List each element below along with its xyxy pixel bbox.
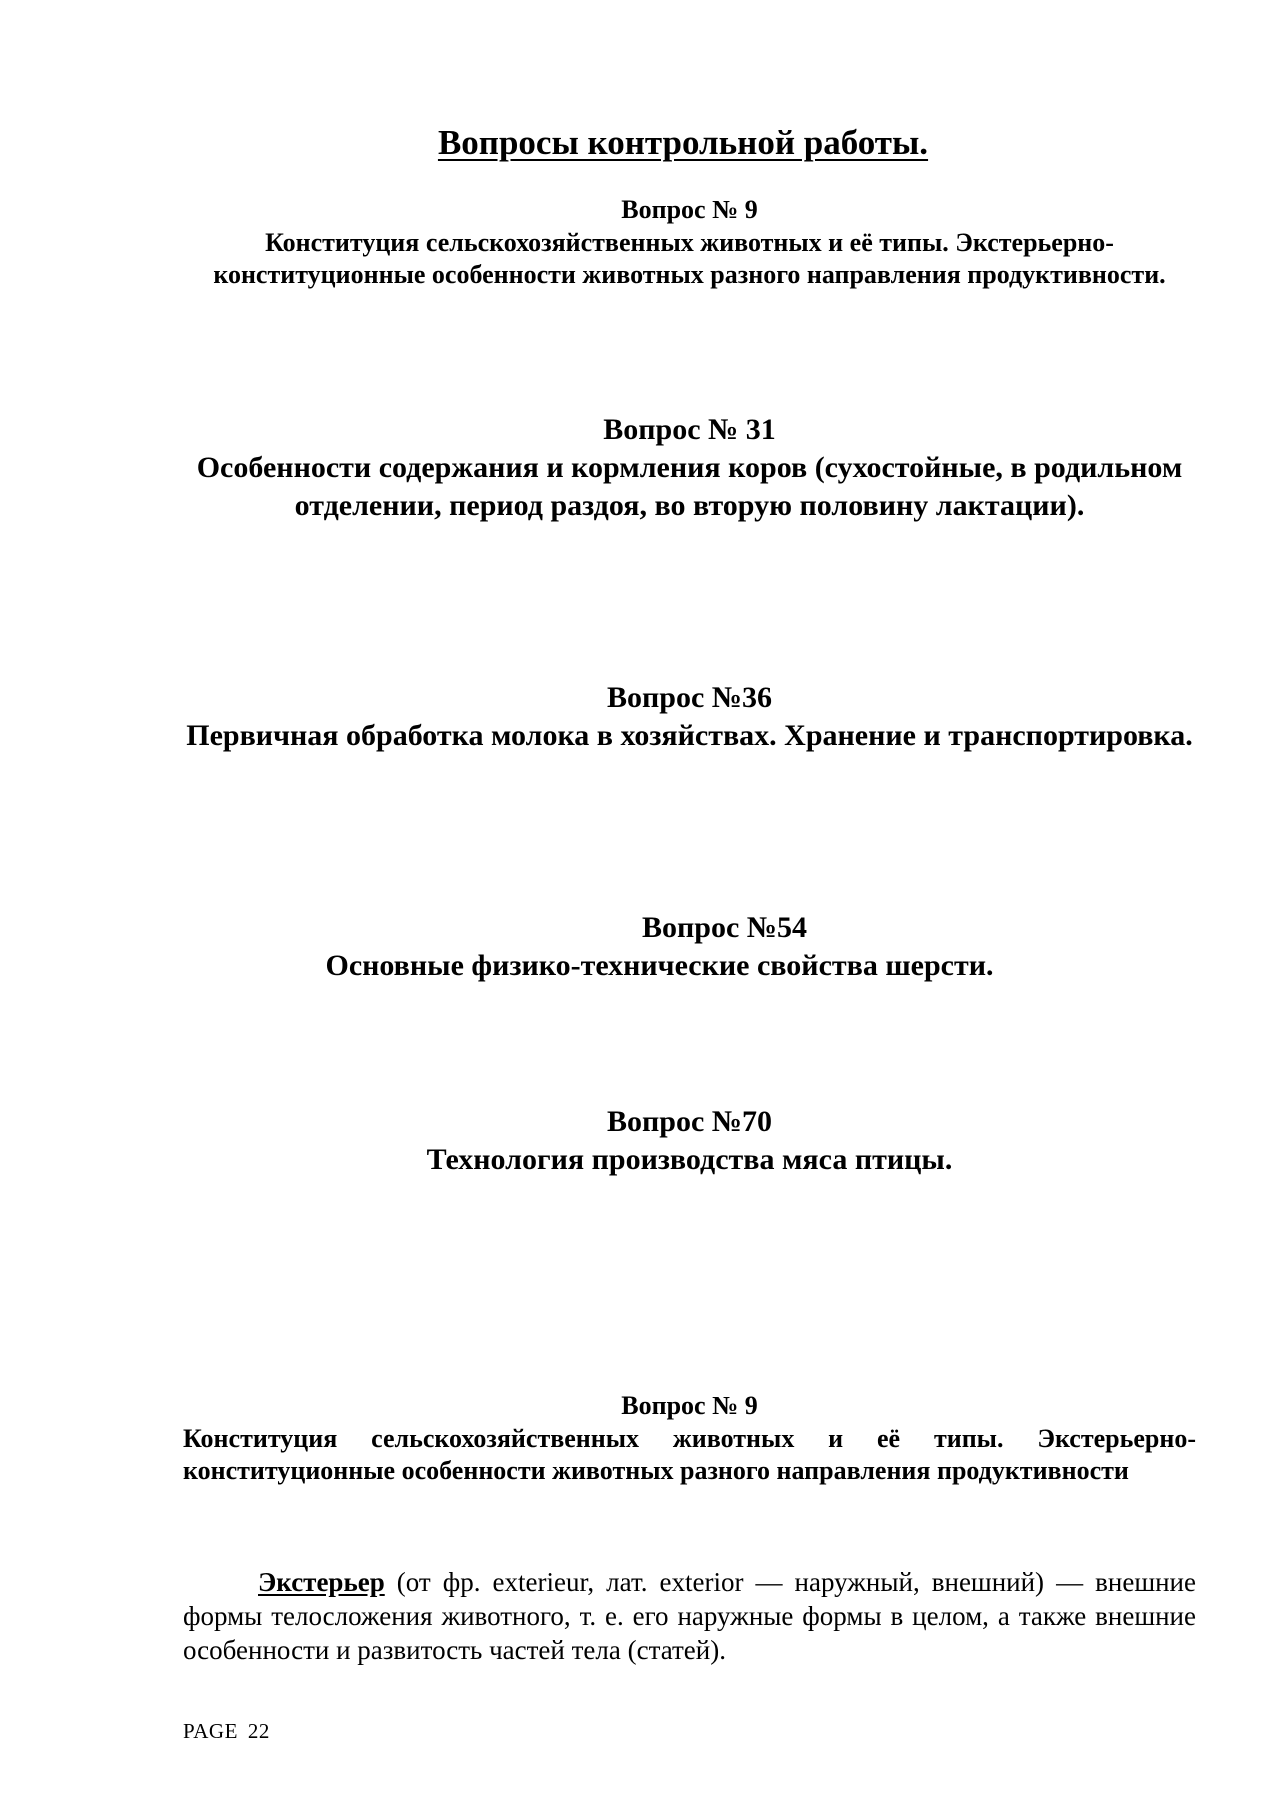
question-number: Вопрос №70	[607, 1105, 772, 1138]
question-block-36	[183, 679, 1196, 755]
section-question-text: Конституция сельскохозяйственных животных и её типы. Экстерьерно-конституционные особенности животных разного направления продуктивности	[183, 1424, 1196, 1485]
question-block-31	[183, 411, 1196, 525]
page-number: 22	[247, 1719, 270, 1743]
term-exterior: Экстерьер	[258, 1567, 385, 1597]
page-title-text: Вопросы контрольной работы.	[437, 123, 929, 162]
question-block-54	[183, 909, 1196, 985]
paragraph-text: (от фр. exterieur, лат. exterior — наружный, внешний) — внешние формы телосложения животного, т. е. его наружные формы в целом, а также внешние особенности и развитость частей тела (статей).	[183, 1567, 1196, 1665]
question-text: Технология производства мяса птицы.	[426, 1143, 953, 1176]
question-text: Первичная обработка молока в хозяйствах. Хранение и транспортировка.	[186, 719, 1193, 752]
question-number: Вопрос №36	[607, 681, 772, 714]
page-title	[183, 121, 1183, 165]
body-paragraph	[183, 1565, 1196, 1667]
question-block-9	[183, 193, 1196, 291]
question-text: Основные физико-технические свойства шерсти.	[325, 949, 994, 982]
section-question-number: Вопрос № 9	[621, 1391, 758, 1420]
question-number: Вопрос № 9	[621, 195, 758, 224]
question-number: Вопрос № 31	[603, 413, 776, 446]
section-question-9	[183, 1389, 1196, 1487]
page-footer	[183, 1718, 270, 1744]
question-block-70	[183, 1103, 1196, 1179]
question-text: Конституция сельскохозяйственных животных и её типы. Экстерьерно-конституционные особенности животных разного направления продуктивности.	[213, 228, 1166, 289]
question-number: Вопрос №54	[642, 911, 807, 944]
question-text: Особенности содержания и кормления коров (сухостойные, в родильном отделении, период раздоя, во вторую половину лактации).	[196, 451, 1183, 522]
page-label: PAGE	[183, 1719, 238, 1743]
